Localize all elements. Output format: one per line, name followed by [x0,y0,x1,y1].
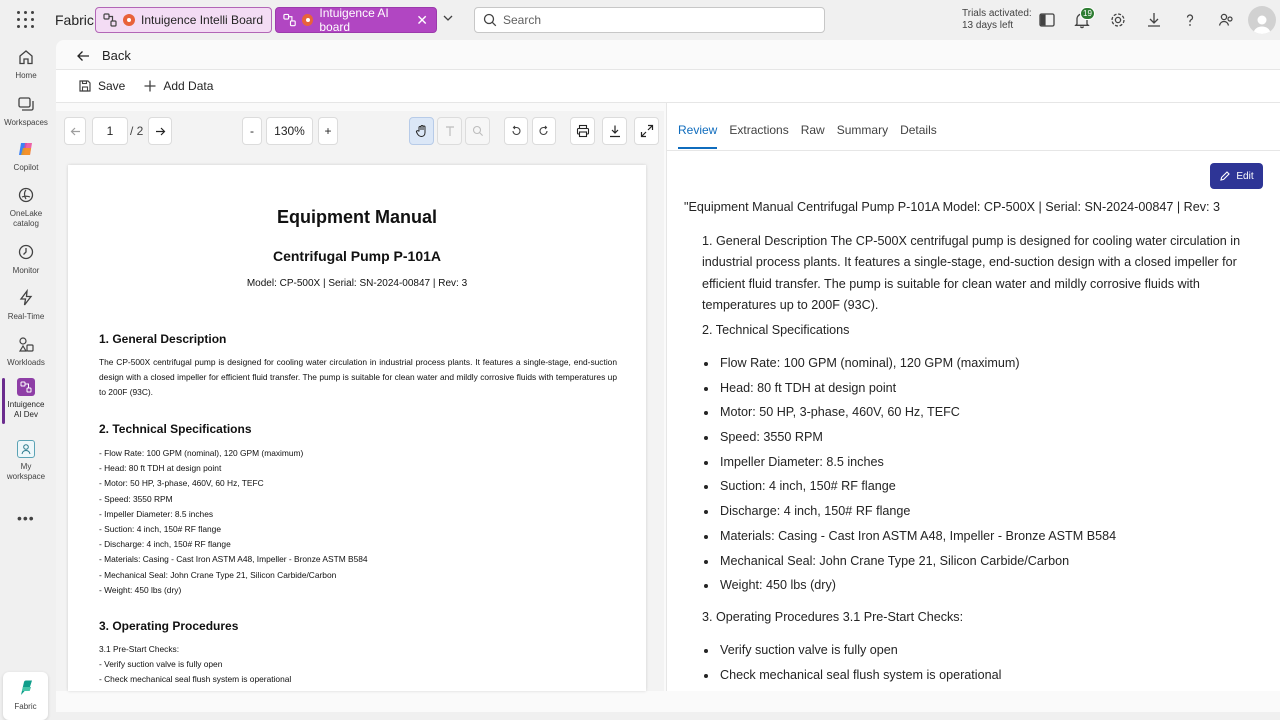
prev-page-button[interactable] [64,117,86,145]
save-button[interactable] [78,79,125,93]
list-item: • Check mechanical seal flush system is operational [718,665,1254,687]
edit-label: Edit [1236,170,1254,182]
tab-review[interactable]: Review [678,123,717,149]
onelake-icon [17,186,35,204]
gear-icon[interactable] [1109,11,1127,29]
review-tabs [678,123,949,149]
list-item: • Head: 80 ft TDH at design point [718,378,1254,400]
list-item: 3.1 Pre-Start Checks: [99,644,180,654]
flow-icon [283,13,296,27]
text-tool-button[interactable] [437,117,462,145]
page-total: / 2 [130,124,144,138]
doc-heading-1: 1. General Description [99,332,227,346]
edit-button[interactable] [1210,163,1263,189]
arrow-left-icon [70,126,81,137]
rail-item-my-workspace[interactable] [0,440,52,482]
review-section-2: 2. Technical Specifications [702,322,850,337]
printer-icon [576,124,590,138]
tab-intelli-board[interactable] [95,7,272,33]
doc-spec-list [99,446,368,598]
list-item: - Suction: 4 inch, 150# RF flange [99,524,221,535]
list-item: • Suction: 4 inch, 150# RF flange [718,476,1254,498]
tab-details[interactable]: Details [900,123,937,137]
fabric-switcher[interactable] [3,672,48,720]
tab-label: Intuigence Intelli Board [141,13,264,27]
user-icon [1251,12,1273,34]
review-text [684,197,1254,691]
list-item: • Speed: 3550 RPM [718,427,1254,449]
review-section-1: 1. General Description The CP-500X centrifugal pump is designed for cooling water circulation in industrial process plants. It features a single-stage, end-suction design with a closed impeller for efficient fluid transfer. The pump is suitable for clean water and mildly corrosive fluids with temperatures up to 200F (93C). [702,233,1241,312]
share-people-icon[interactable] [1217,11,1235,29]
doc-heading-3: 3. Operating Procedures [99,619,239,633]
pencil-icon [1219,170,1231,182]
rotate-right-button[interactable] [532,117,556,145]
download-icon[interactable] [1145,11,1163,29]
tab-raw[interactable]: Raw [800,123,825,137]
list-item: • Materials: Casing - Cast Iron ASTM A48, Impeller - Bronze ASTM B584 [718,526,1254,548]
doc-model-line: Model: CP-500X | Serial: SN-2024-00847 | Rev: 3 [246,278,468,289]
rail-label: Intuigence AI Dev [7,400,45,419]
text-cursor-icon [444,125,456,137]
rotate-left-button[interactable] [504,117,528,145]
workspace-icon [17,378,35,396]
brand-dot-icon [302,14,313,26]
tab-ai-board[interactable] [275,7,437,33]
workspaces-icon [17,95,35,113]
command-bar [56,69,1280,103]
copilot-icon [17,140,35,158]
fullscreen-button[interactable] [634,117,659,145]
arrow-left-icon [76,49,90,63]
panel-toggle-icon[interactable] [1038,11,1056,29]
pdf-page [68,165,646,691]
find-tool-button[interactable] [465,117,490,145]
trial-line-1: Trials activated: [962,8,1032,19]
rail-item-workspaces[interactable] [0,95,52,128]
page-number-input[interactable] [92,117,128,145]
pan-tool-button[interactable] [409,117,434,145]
rail-item-real-time[interactable] [0,289,52,322]
rail-label: Home [15,71,37,80]
doc-ops-list [99,642,291,688]
back-label: Back [102,48,131,63]
rail-item-copilot[interactable] [0,140,52,173]
doc-subtitle: Centrifugal Pump P-101A [272,248,442,264]
list-item: - Check mechanical seal flush system is operational [99,674,292,685]
workloads-icon [17,335,35,353]
list-item: • Impeller Diameter: 8.5 inches [718,452,1254,474]
rail-label: My workspace [6,462,46,481]
hand-icon [415,124,429,138]
zoom-level[interactable]: 130% [266,117,313,145]
rail-item-home[interactable] [0,48,52,81]
rail-label: Workspaces [4,118,48,127]
download-button[interactable] [602,117,627,145]
rail-label: Copilot [13,163,39,172]
search-input[interactable] [503,13,803,27]
search-icon [483,13,497,27]
review-panel [666,103,1280,691]
save-label: Save [98,79,126,93]
download-icon [608,124,622,138]
rotate-right-icon [538,125,550,137]
trial-status[interactable] [962,8,1032,32]
zoom-out-button[interactable]: - [242,117,262,145]
tab-extractions[interactable]: Extractions [729,123,789,137]
rotate-left-icon [510,125,522,137]
next-page-button[interactable] [148,117,172,145]
rail-item-intuigence-ai-dev[interactable] [0,378,52,420]
list-item: - Impeller Diameter: 8.5 inches [99,508,214,519]
app-launcher-icon[interactable] [17,11,35,29]
rail-item-workloads[interactable] [0,335,52,368]
search-icon [472,125,484,137]
list-item: - Materials: Casing - Cast Iron ASTM A48, Impeller - Bronze ASTM B584 [99,554,368,565]
trial-line-2: 13 days left [962,20,1014,31]
list-item: • Weight: 450 lbs (dry) [718,575,1254,597]
lightning-icon [17,289,35,307]
tab-summary[interactable]: Summary [836,123,889,137]
rail-item-onelake-catalog[interactable] [0,186,52,229]
zoom-in-button[interactable]: + [318,117,338,145]
flow-icon [103,13,117,27]
chevron-down-icon[interactable] [442,12,454,24]
doc-heading-2: 2. Technical Specifications [99,422,252,436]
brand-dot-icon [123,14,135,26]
list-item: • Mechanical Seal: John Crane Type 21, Silicon Carbide/Carbon [718,551,1254,573]
rail-label: Monitor [12,266,40,275]
review-section-3: 3. Operating Procedures 3.1 Pre-Start Checks: [702,609,964,624]
more-icon[interactable]: ••• [17,510,35,526]
fabric-label: Fabric [14,702,37,711]
back-button[interactable] [76,48,131,63]
list-item: • Discharge: 4 inch, 150# RF flange [718,501,1254,523]
list-item: - Flow Rate: 100 GPM (nominal), 120 GPM (maximum) [99,448,304,458]
main-content [56,40,1280,712]
list-item: - Discharge: 4 inch, 150# RF flange [99,539,231,550]
notification-badge: 19 [1080,7,1095,20]
list-item: • Motor: 50 HP, 3-phase, 460V, 60 Hz, TEFC [718,402,1254,424]
tab-divider [667,150,1280,151]
review-spec-list [684,353,1254,597]
arrow-right-icon [155,126,166,137]
doc-title: Equipment Manual [276,207,437,227]
add-data-button[interactable] [143,79,213,93]
rail-label: Real-Time [7,312,45,321]
save-icon [78,79,92,93]
list-item: • Verify suction valve is fully open [718,640,1254,662]
list-item: - Motor: 50 HP, 3-phase, 460V, 60 Hz, TEFC [99,478,264,489]
print-button[interactable] [570,117,595,145]
rail-label: OneLake catalog [9,209,43,228]
pdf-viewer [56,111,664,691]
avatar[interactable] [1248,6,1276,34]
review-header: "Equipment Manual Centrifugal Pump P-101A Model: CP-500X | Serial: SN-2024-00847 | Rev: 3 [684,200,1221,214]
left-rail [0,40,52,720]
fabric-logo-icon [16,678,36,698]
workspace-icon [17,440,35,458]
add-data-label: Add Data [163,79,214,93]
review-check-list [684,640,1254,686]
home-icon [17,48,35,66]
list-item: - Weight: 450 lbs (dry) [99,584,182,595]
close-icon[interactable]: ✕ [416,11,429,28]
list-item: - Mechanical Seal: John Crane Type 21, Silicon Carbide/Carbon [99,569,337,580]
search-box[interactable] [474,7,825,33]
list-item: • Flow Rate: 100 GPM (nominal), 120 GPM (maximum) [718,353,1254,375]
list-item: - Verify suction valve is fully open [99,659,223,670]
expand-icon [640,124,654,138]
doc-paragraph-1: The CP-500X centrifugal pump is designed for cooling water circulation in industrial process plants. It features a single-stage, end-suction design with a closed impeller for efficient fluid transfer. The pump is suitable for clean water and mildly corrosive fluids with temperatures up to 200F (93C). [99,357,617,397]
rail-item-monitor[interactable] [0,243,52,276]
brand-name[interactable]: Fabric [55,12,94,28]
list-item: - Head: 80 ft TDH at design point [99,463,222,474]
monitor-icon [17,243,35,261]
list-item: - Speed: 3550 RPM [99,493,173,504]
help-icon[interactable] [1181,11,1199,29]
tab-label: Intuigence AI board [319,6,389,34]
rail-label: Workloads [7,358,45,367]
plus-icon [143,79,157,93]
